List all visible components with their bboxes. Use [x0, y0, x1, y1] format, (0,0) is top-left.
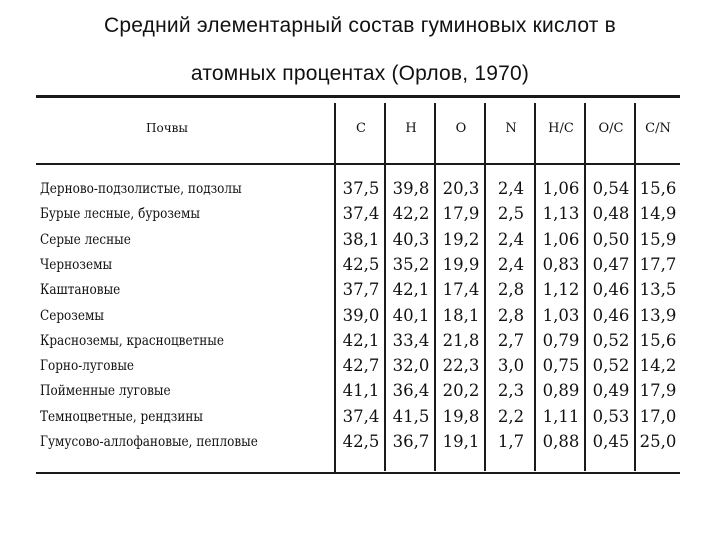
cell-o: 18,1: [442, 305, 480, 325]
cell-o: 17,9: [442, 204, 480, 224]
cell-h: 40,3: [392, 229, 430, 249]
cell-c: 42,5: [342, 432, 380, 451]
cell-c: 39,0: [342, 305, 380, 325]
cell-h: 41,5: [392, 406, 430, 426]
cell-h: 40,1: [392, 305, 430, 325]
cell-o: 22,3: [442, 356, 480, 376]
cell-c-n: 17,9: [639, 381, 677, 401]
cell-n: 2,5: [497, 204, 525, 224]
cell-c: 38,1: [342, 229, 380, 249]
table-top-rule: [36, 95, 680, 98]
row-soil-label: Черноземы: [40, 256, 113, 273]
header-o: O: [455, 121, 467, 136]
header-c: C: [356, 121, 366, 136]
cell-h-c: 1,06: [542, 229, 580, 249]
title-line-1: Средний элементарный состав гуминовых кислот в: [104, 14, 616, 37]
row-soil-label: Темноцветные, рендзины: [40, 408, 203, 425]
cell-n: 2,2: [497, 406, 525, 426]
row-soil-label: Горно-луговые: [40, 358, 135, 375]
cell-o-c: 0,48: [592, 204, 630, 224]
cell-o-c: 0,53: [592, 406, 630, 426]
cell-c-n: 13,9: [639, 305, 677, 325]
row-soil-label: Красноземы, красноцветные: [40, 332, 224, 349]
cell-h-c: 0,79: [542, 330, 580, 350]
cell-c-n: 14,9: [639, 204, 677, 224]
cell-n: 2,8: [497, 305, 525, 325]
cell-n: 2,3: [497, 381, 525, 401]
cell-h-c: 0,83: [542, 254, 580, 274]
cell-c-n: 17,7: [639, 254, 677, 274]
cell-o: 19,1: [442, 432, 480, 451]
cell-c: 37,4: [342, 204, 380, 224]
cell-n: 2,4: [497, 254, 525, 274]
cell-o: 19,2: [442, 229, 480, 249]
cell-c: 37,5: [342, 179, 380, 198]
cell-h-c: 1,06: [542, 179, 580, 198]
row-soil-label: Пойменные луговые: [40, 383, 171, 400]
cell-o: 21,8: [442, 330, 480, 350]
cell-h-c: 1,11: [542, 406, 580, 426]
cell-o: 20,3: [442, 179, 480, 198]
cell-o-c: 0,54: [592, 179, 630, 198]
cell-h: 39,8: [392, 179, 430, 198]
cell-o-c: 0,49: [592, 381, 630, 401]
cell-h: 42,2: [392, 204, 430, 224]
title-line-2: атомных процентах (Орлов, 1970): [190, 62, 530, 85]
cell-o-c: 0,52: [592, 330, 630, 350]
row-soil-label: Сероземы: [40, 307, 104, 324]
cell-h: 42,1: [392, 280, 430, 300]
header-n: N: [505, 121, 517, 136]
header-c-n: C/N: [645, 121, 671, 136]
cell-c-n: 15,9: [639, 229, 677, 249]
cell-c: 42,7: [342, 356, 380, 376]
cell-c-n: 17,0: [639, 406, 677, 426]
cell-o: 17,4: [442, 280, 480, 300]
cell-h: 36,7: [392, 432, 430, 451]
cell-h: 35,2: [392, 254, 430, 274]
cell-o-c: 0,45: [592, 432, 630, 451]
cell-n: 1,7: [497, 432, 525, 451]
cell-c: 42,1: [342, 330, 380, 350]
cell-o: 20,2: [442, 381, 480, 401]
cell-o-c: 0,47: [592, 254, 630, 274]
header-o-c: O/C: [598, 121, 624, 136]
cell-h-c: 0,75: [542, 356, 580, 376]
cell-h-c: 0,88: [542, 432, 580, 451]
cell-h-c: 1,03: [542, 305, 580, 325]
cell-n: 2,8: [497, 280, 525, 300]
cell-c: 37,4: [342, 406, 380, 426]
cell-h: 36,4: [392, 381, 430, 401]
cell-n: 2,4: [497, 229, 525, 249]
cell-o-c: 0,46: [592, 280, 630, 300]
header-soils: Почвы: [146, 121, 188, 135]
cell-c: 37,7: [342, 280, 380, 300]
cell-h-c: 1,12: [542, 280, 580, 300]
row-soil-label: Дерново-подзолистые, подзолы: [40, 181, 242, 197]
cell-h-c: 0,89: [542, 381, 580, 401]
cell-h: 32,0: [392, 356, 430, 376]
cell-o-c: 0,46: [592, 305, 630, 325]
cell-c-n: 15,6: [639, 330, 677, 350]
cell-n: 3,0: [497, 356, 525, 376]
row-soil-label: Серые лесные: [40, 231, 131, 248]
table-bottom-rule: [36, 472, 680, 474]
row-soil-label: Каштановые: [40, 282, 121, 299]
header-h: H: [405, 121, 417, 136]
cell-o-c: 0,52: [592, 356, 630, 376]
cell-h-c: 1,13: [542, 204, 580, 224]
cell-o: 19,9: [442, 254, 480, 274]
cell-o-c: 0,50: [592, 229, 630, 249]
row-soil-label: Бурые лесные, буроземы: [40, 206, 201, 223]
cell-c: 42,5: [342, 254, 380, 274]
cell-o: 19,8: [442, 406, 480, 426]
cell-n: 2,7: [497, 330, 525, 350]
cell-c-n: 25,0: [639, 432, 677, 451]
cell-n: 2,4: [497, 179, 525, 198]
cell-c-n: 14,2: [639, 356, 677, 376]
header-h-c: H/C: [548, 121, 574, 136]
cell-h: 33,4: [392, 330, 430, 350]
cell-c: 41,1: [342, 381, 380, 401]
cell-c-n: 13,5: [639, 280, 677, 300]
composition-table: [36, 95, 680, 475]
row-soil-label: Гумусово-аллофановые, пепловые: [40, 434, 258, 450]
cell-c-n: 15,6: [639, 179, 677, 198]
